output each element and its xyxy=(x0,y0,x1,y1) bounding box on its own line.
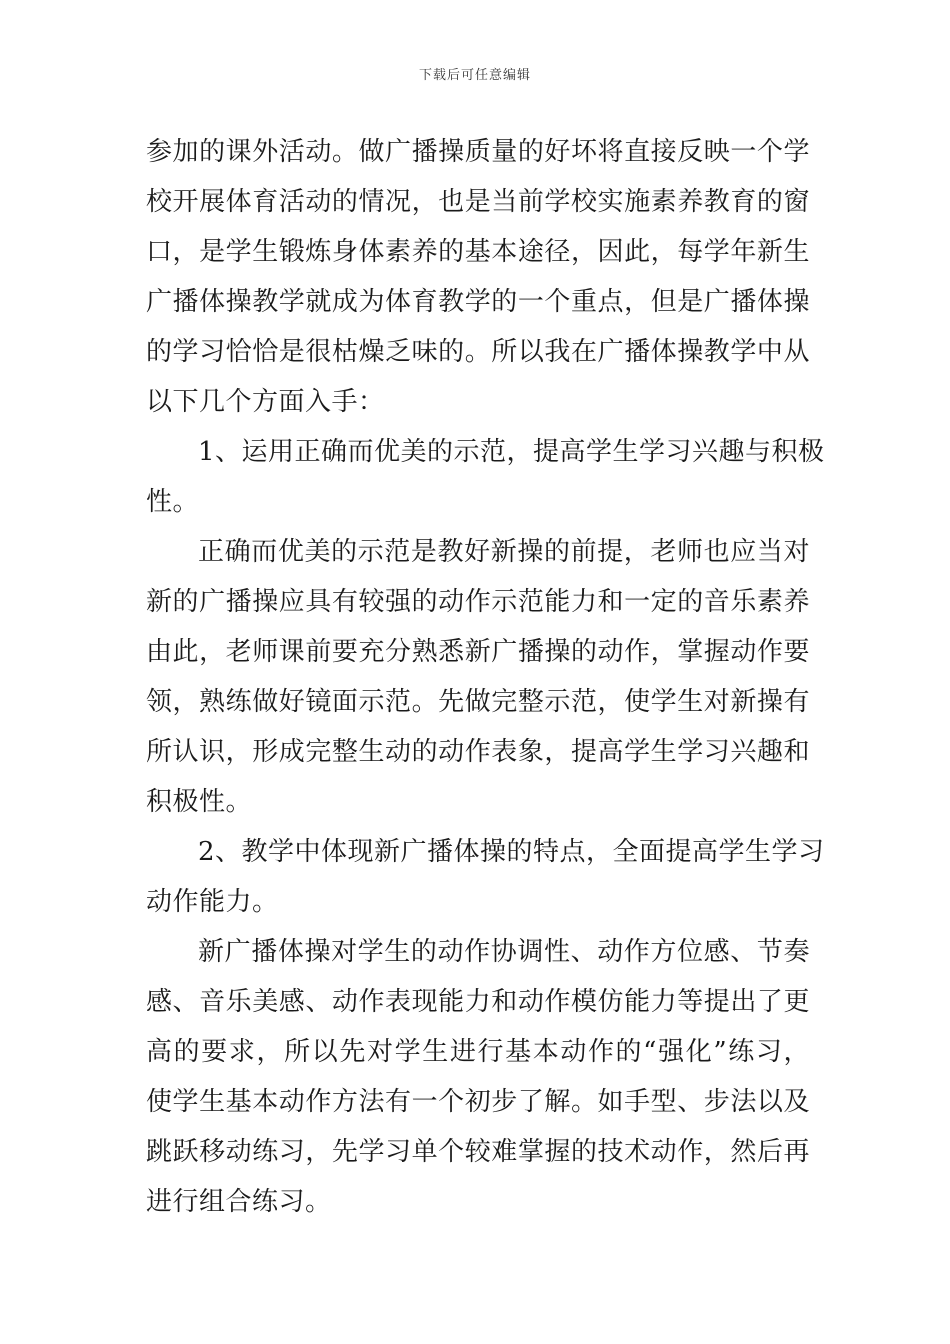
text-line: 口，是学生锻炼身体素养的基本途径，因此，每学年新生 xyxy=(146,237,810,267)
text-line: 新的广播操应具有较强的动作示范能力和一定的音乐素养 xyxy=(146,587,810,617)
text-line: 性。 xyxy=(146,487,200,517)
text-line: 进行组合练习。 xyxy=(146,1187,332,1217)
text-line: 的学习恰恰是很枯燥乏味的。所以我在广播体操教学中从 xyxy=(146,337,810,367)
text-line: 新广播体操对学生的动作协调性、动作方位感、节奏 xyxy=(198,937,810,967)
section-heading-1: 1、运用正确而优美的示范，提高学生学习兴趣与积极 xyxy=(198,437,825,467)
text-line: 动作能力。 xyxy=(146,887,279,917)
text-line: 正确而优美的示范是教好新操的前提，老师也应当对 xyxy=(198,537,810,567)
text-line: 所认识，形成完整生动的动作表象，提高学生学习兴趣和 xyxy=(146,737,810,767)
text-line: 参加的课外活动。做广播操质量的好坏将直接反映一个学 xyxy=(146,137,810,167)
text-line: 校开展体育活动的情况，也是当前学校实施素养教育的窗 xyxy=(146,187,810,217)
text-line: 由此，老师课前要充分熟悉新广播操的动作，掌握动作要 xyxy=(146,637,810,667)
text-line: 使学生基本动作方法有一个初步了解。如手型、步法以及 xyxy=(146,1087,810,1117)
text-line: 高的要求，所以先对学生进行基本动作的“强化”练习， xyxy=(146,1037,810,1067)
text-line: 感、音乐美感、动作表现能力和动作模仿能力等提出了更 xyxy=(146,987,810,1017)
text-line: 以下几个方面入手： xyxy=(146,387,385,417)
text-line: 跳跃移动练习，先学习单个较难掌握的技术动作，然后再 xyxy=(146,1137,810,1167)
text-line: 领，熟练做好镜面示范。先做完整示范，使学生对新操有 xyxy=(146,687,810,717)
document-body xyxy=(146,127,825,1227)
text-line: 积极性。 xyxy=(146,787,253,817)
page-header-watermark: 下载后可任意编辑 xyxy=(418,68,531,83)
text-line: 广播体操教学就成为体育教学的一个重点，但是广播体操 xyxy=(146,287,810,317)
section-heading-2: 2、教学中体现新广播体操的特点，全面提高学生学习 xyxy=(198,837,825,867)
